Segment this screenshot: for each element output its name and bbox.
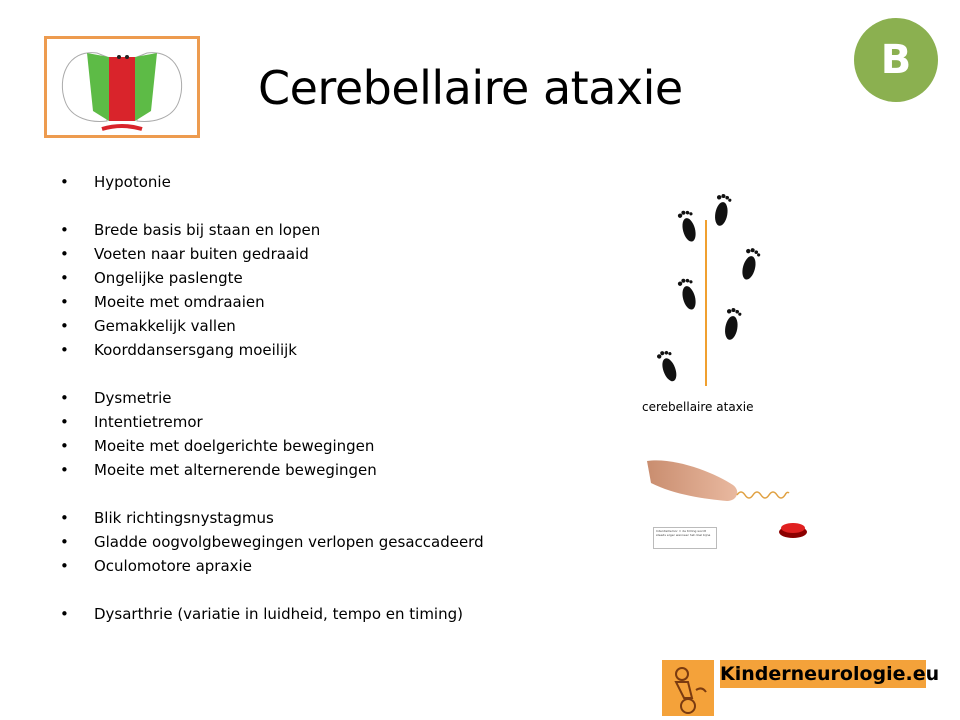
slide-title: Cerebellaire ataxie: [258, 61, 683, 115]
symptom-text: Gladde oogvolgbewegingen verlopen gesaccadeerd: [94, 533, 484, 551]
bullet-icon: •: [60, 413, 69, 431]
bullet-icon: •: [60, 533, 69, 551]
symptom-text: Moeite met omdraaien: [94, 293, 265, 311]
bullet-icon: •: [60, 389, 69, 407]
symptom-text: Dysmetrie: [94, 389, 172, 407]
bullet-icon: •: [60, 341, 69, 359]
symptom-text: Koorddansersgang moeilijk: [94, 341, 297, 359]
finger-icon: [647, 460, 737, 501]
bullet-icon: •: [60, 317, 69, 335]
bullet-icon: •: [60, 293, 69, 311]
footprint-icon: [722, 307, 742, 341]
symptom-text: Brede basis bij staan en lopen: [94, 221, 321, 239]
footprint-icon: [739, 247, 762, 282]
bullet-icon: •: [60, 269, 69, 287]
bullet-icon: •: [60, 221, 69, 239]
symptom-text: Voeten naar buiten gedraaid: [94, 245, 309, 263]
bullet-icon: •: [60, 245, 69, 263]
symptom-text: Blik richtingsnystagmus: [94, 509, 274, 527]
symptom-text: Dysarthrie (variatie in luidheid, tempo en timing): [94, 605, 463, 623]
symptom-list-item: [60, 218, 484, 242]
bullet-icon: •: [60, 605, 69, 623]
brain-thumbnail-image: [44, 36, 200, 138]
symptom-text: Intentietremor: [94, 413, 203, 431]
symptom-list-item: [60, 338, 484, 362]
symptom-list-item: [60, 242, 484, 266]
bullet-icon: •: [60, 437, 69, 455]
kinderneurologie-logo-icon: [662, 660, 714, 716]
symptom-text: Moeite met doelgerichte bewegingen: [94, 437, 375, 455]
symptom-text: Hypotonie: [94, 173, 171, 191]
footprint-icon: [656, 348, 681, 383]
symptom-list-item: [60, 314, 484, 338]
bullet-icon: •: [60, 461, 69, 479]
footprint-icon: [677, 209, 700, 244]
footprint-icon: [712, 193, 732, 227]
symptom-list-item: [60, 434, 484, 458]
symptom-list-item: [60, 410, 484, 434]
symptom-list-item: [60, 386, 484, 410]
symptom-list-item: [60, 170, 484, 194]
symptom-text: Moeite met alternerende bewegingen: [94, 461, 377, 479]
kinderneurologie-logo-text: Kinderneurologie.eu: [720, 660, 926, 688]
footprints-gait-diagram: [640, 190, 780, 390]
symptom-text: Oculomotore apraxie: [94, 557, 252, 575]
symptom-list: [60, 170, 484, 626]
symptom-list-item: [60, 554, 484, 578]
symptom-list-item: [60, 602, 484, 626]
symptom-text: Ongelijke paslengte: [94, 269, 243, 287]
footprints-caption: cerebellaire ataxie: [642, 400, 754, 414]
intention-tremor-note: Intentietremor = de trilling wordt steeds erger wanneer het doel bijna: [653, 527, 717, 549]
bullet-icon: •: [60, 509, 69, 527]
symptom-list-item: [60, 458, 484, 482]
symptom-text: Gemakkelijk vallen: [94, 317, 236, 335]
symptom-list-item: [60, 266, 484, 290]
bullet-icon: •: [60, 173, 69, 191]
bullet-icon: •: [60, 557, 69, 575]
brain-cross-section-icon: [47, 39, 197, 135]
symptom-list-item: [60, 290, 484, 314]
symptom-list-item: [60, 530, 484, 554]
footprint-icon: [677, 277, 700, 312]
section-badge: B: [854, 18, 938, 102]
symptom-list-item: [60, 506, 484, 530]
